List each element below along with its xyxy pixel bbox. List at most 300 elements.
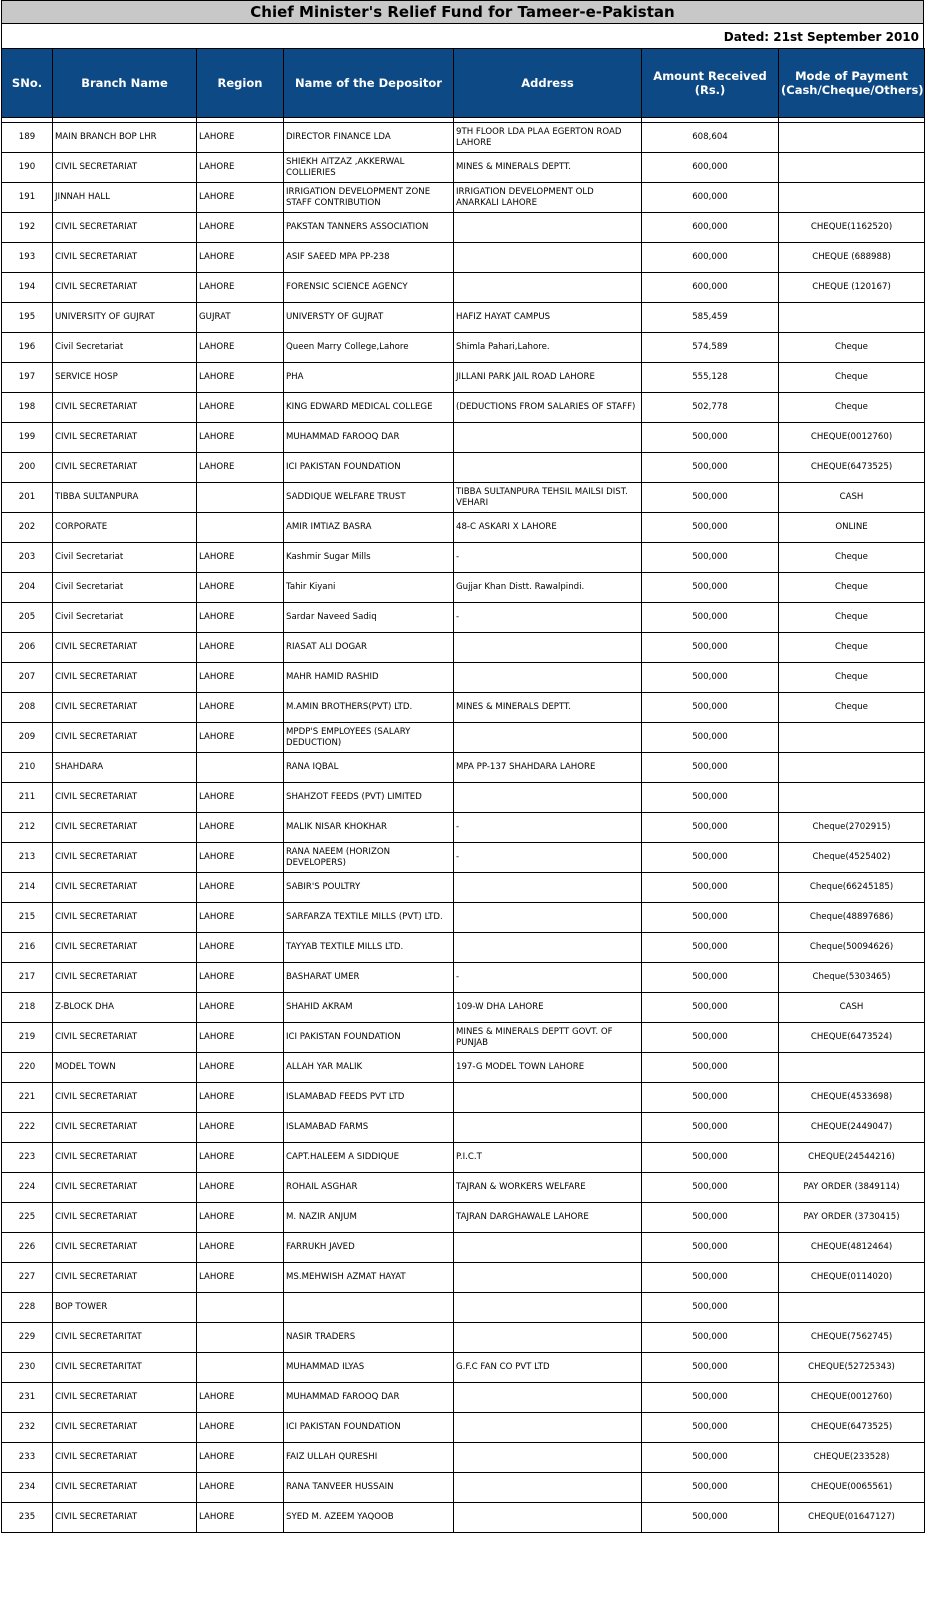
cell-sno: 215 [2, 903, 53, 933]
cell-mode-of-payment: CHEQUE(52725343) [779, 1353, 925, 1383]
cell-branch-name: CIVIL SECRETARIAT [53, 1443, 197, 1473]
cell-mode-of-payment: CHEQUE(0012760) [779, 1383, 925, 1413]
cell-depositor: CAPT.HALEEM A SIDDIQUE [284, 1143, 454, 1173]
cell-mode-of-payment: Cheque(66245185) [779, 873, 925, 903]
table-row [2, 693, 925, 723]
table-row [2, 663, 925, 693]
cell-depositor: FAIZ ULLAH QURESHI [284, 1443, 454, 1473]
cell-address [454, 903, 642, 933]
table-row [2, 183, 925, 213]
cell-region [197, 753, 284, 783]
table-row [2, 933, 925, 963]
table-body [2, 118, 925, 1533]
cell-amount: 500,000 [642, 1353, 779, 1383]
cell-amount: 500,000 [642, 1323, 779, 1353]
table-row [2, 1203, 925, 1233]
cell-sno: 206 [2, 633, 53, 663]
cell-amount: 574,589 [642, 333, 779, 363]
cell-depositor: Queen Marry College,Lahore [284, 333, 454, 363]
cell-address [454, 1233, 642, 1263]
cell-region: LAHORE [197, 123, 284, 153]
table-row [2, 1023, 925, 1053]
cell-region: LAHORE [197, 903, 284, 933]
header-region: Region [197, 49, 284, 118]
cell-branch-name: CIVIL SECRETARIAT [53, 1473, 197, 1503]
table-row [2, 1173, 925, 1203]
cell-region: LAHORE [197, 273, 284, 303]
cell-amount: 500,000 [642, 1473, 779, 1503]
cell-region: LAHORE [197, 993, 284, 1023]
cell-address [454, 1083, 642, 1113]
cell-sno: 198 [2, 393, 53, 423]
table-row [2, 963, 925, 993]
cell-branch-name: CIVIL SECRETARIAT [53, 213, 197, 243]
cell-address [454, 423, 642, 453]
cell-mode-of-payment [779, 183, 925, 213]
cell-depositor: ROHAIL ASGHAR [284, 1173, 454, 1203]
cell-address: G.F.C FAN CO PVT LTD [454, 1353, 642, 1383]
cell-mode-of-payment: Cheque [779, 363, 925, 393]
cell-sno: 202 [2, 513, 53, 543]
cell-mode-of-payment: Cheque [779, 663, 925, 693]
cell-mode-of-payment: Cheque(5303465) [779, 963, 925, 993]
cell-region: LAHORE [197, 813, 284, 843]
cell-mode-of-payment [779, 303, 925, 333]
cell-sno: 231 [2, 1383, 53, 1413]
cell-depositor: SARFARZA TEXTILE MILLS (PVT) LTD. [284, 903, 454, 933]
cell-mode-of-payment: PAY ORDER (3849114) [779, 1173, 925, 1203]
document-page [1, 0, 924, 1533]
cell-depositor: ISLAMABAD FARMS [284, 1113, 454, 1143]
cell-sno: 232 [2, 1413, 53, 1443]
cell-region: LAHORE [197, 153, 284, 183]
cell-address: - [454, 963, 642, 993]
cell-region: LAHORE [197, 1443, 284, 1473]
cell-amount: 500,000 [642, 1083, 779, 1113]
cell-branch-name: MODEL TOWN [53, 1053, 197, 1083]
cell-depositor: AMIR IMTIAZ BASRA [284, 513, 454, 543]
cell-branch-name: CIVIL SECRETARIAT [53, 903, 197, 933]
table-row [2, 573, 925, 603]
cell-amount: 500,000 [642, 1023, 779, 1053]
cell-region: LAHORE [197, 1473, 284, 1503]
cell-amount: 500,000 [642, 513, 779, 543]
table-row [2, 483, 925, 513]
table-row [2, 1353, 925, 1383]
cell-region: LAHORE [197, 1053, 284, 1083]
cell-depositor: SHIEKH AITZAZ ,AKKERWAL COLLIERIES [284, 153, 454, 183]
cell-mode-of-payment: CHEQUE(0012760) [779, 423, 925, 453]
cell-address: (DEDUCTIONS FROM SALARIES OF STAFF) [454, 393, 642, 423]
cell-branch-name: CIVIL SECRETARIAT [53, 1263, 197, 1293]
cell-amount: 500,000 [642, 1413, 779, 1443]
cell-mode-of-payment: CHEQUE(2449047) [779, 1113, 925, 1143]
table-row [2, 153, 925, 183]
table-row [2, 423, 925, 453]
cell-sno: 216 [2, 933, 53, 963]
cell-branch-name: CIVIL SECRETARIAT [53, 693, 197, 723]
cell-address [454, 663, 642, 693]
cell-branch-name: CIVIL SECRETARIAT [53, 723, 197, 753]
cell-mode-of-payment: PAY ORDER (3730415) [779, 1203, 925, 1233]
cell-branch-name: CIVIL SECRETARIAT [53, 1083, 197, 1113]
cell-amount: 500,000 [642, 1203, 779, 1233]
cell-mode-of-payment: Cheque [779, 393, 925, 423]
cell-sno: 209 [2, 723, 53, 753]
cell-depositor: MUHAMMAD FAROOQ DAR [284, 1383, 454, 1413]
cell-address [454, 1473, 642, 1503]
cell-amount: 500,000 [642, 993, 779, 1023]
table-row [2, 123, 925, 153]
cell-mode-of-payment: CHEQUE(6473525) [779, 453, 925, 483]
cell-sno: 205 [2, 603, 53, 633]
cell-depositor: MUHAMMAD FAROOQ DAR [284, 423, 454, 453]
cell-depositor: NASIR TRADERS [284, 1323, 454, 1353]
cell-address [454, 873, 642, 903]
cell-mode-of-payment: CHEQUE (688988) [779, 243, 925, 273]
cell-amount: 608,604 [642, 123, 779, 153]
cell-region: LAHORE [197, 333, 284, 363]
cell-branch-name: CIVIL SECRETARITAT [53, 1353, 197, 1383]
cell-depositor: DIRECTOR FINANCE LDA [284, 123, 454, 153]
cell-depositor: SADDIQUE WELFARE TRUST [284, 483, 454, 513]
cell-amount: 500,000 [642, 1443, 779, 1473]
cell-branch-name: CIVIL SECRETARIAT [53, 1233, 197, 1263]
cell-address [454, 1113, 642, 1143]
cell-region: LAHORE [197, 543, 284, 573]
cell-branch-name: CIVIL SECRETARIAT [53, 633, 197, 663]
header-depositor: Name of the Depositor [284, 49, 454, 118]
cell-region: LAHORE [197, 933, 284, 963]
cell-region: LAHORE [197, 633, 284, 663]
table-row [2, 513, 925, 543]
cell-amount: 555,128 [642, 363, 779, 393]
cell-depositor: ICI PAKISTAN FOUNDATION [284, 1413, 454, 1443]
cell-amount: 500,000 [642, 1383, 779, 1413]
table-row [2, 1473, 925, 1503]
cell-region: LAHORE [197, 183, 284, 213]
table-row [2, 873, 925, 903]
cell-depositor: TAYYAB TEXTILE MILLS LTD. [284, 933, 454, 963]
cell-branch-name: UNIVERSITY OF GUJRAT [53, 303, 197, 333]
cell-depositor: MUHAMMAD ILYAS [284, 1353, 454, 1383]
cell-amount: 500,000 [642, 603, 779, 633]
cell-depositor: RIASAT ALI DOGAR [284, 633, 454, 663]
cell-amount: 500,000 [642, 543, 779, 573]
cell-branch-name: CIVIL SECRETARIAT [53, 1023, 197, 1053]
cell-sno: 196 [2, 333, 53, 363]
cell-mode-of-payment: Cheque [779, 693, 925, 723]
cell-sno: 221 [2, 1083, 53, 1113]
table-row [2, 753, 925, 783]
cell-address: - [454, 543, 642, 573]
cell-amount: 500,000 [642, 723, 779, 753]
cell-address: - [454, 813, 642, 843]
cell-branch-name: CORPORATE [53, 513, 197, 543]
cell-mode-of-payment: Cheque(50094626) [779, 933, 925, 963]
cell-region: LAHORE [197, 393, 284, 423]
cell-region: LAHORE [197, 423, 284, 453]
table-row [2, 1053, 925, 1083]
cell-mode-of-payment: CHEQUE(7562745) [779, 1323, 925, 1353]
cell-sno: 212 [2, 813, 53, 843]
cell-depositor: ISLAMABAD FEEDS PVT LTD [284, 1083, 454, 1113]
cell-mode-of-payment: CHEQUE(0065561) [779, 1473, 925, 1503]
table-row [2, 1083, 925, 1113]
cell-address: - [454, 603, 642, 633]
cell-region: LAHORE [197, 213, 284, 243]
cell-sno: 199 [2, 423, 53, 453]
cell-mode-of-payment: Cheque [779, 543, 925, 573]
header-sno: SNo. [2, 49, 53, 118]
cell-depositor [284, 1293, 454, 1323]
cell-region: GUJRAT [197, 303, 284, 333]
cell-amount: 500,000 [642, 783, 779, 813]
cell-depositor: ALLAH YAR MALIK [284, 1053, 454, 1083]
cell-amount: 500,000 [642, 573, 779, 603]
cell-sno: 195 [2, 303, 53, 333]
cell-depositor: MPDP'S EMPLOYEES (SALARY DEDUCTION) [284, 723, 454, 753]
cell-amount: 600,000 [642, 273, 779, 303]
cell-depositor: RANA IQBAL [284, 753, 454, 783]
table-row [2, 993, 925, 1023]
header-amount: Amount Received (Rs.) [642, 49, 779, 118]
cell-address [454, 273, 642, 303]
table-row [2, 1383, 925, 1413]
cell-amount: 500,000 [642, 1263, 779, 1293]
cell-mode-of-payment: CASH [779, 993, 925, 1023]
cell-amount: 500,000 [642, 873, 779, 903]
cell-region [197, 483, 284, 513]
cell-amount: 500,000 [642, 423, 779, 453]
cell-amount: 500,000 [642, 843, 779, 873]
cell-sno: 194 [2, 273, 53, 303]
cell-sno: 208 [2, 693, 53, 723]
cell-amount: 500,000 [642, 753, 779, 783]
cell-amount: 500,000 [642, 1293, 779, 1323]
cell-address: TAJRAN & WORKERS WELFARE [454, 1173, 642, 1203]
cell-branch-name: CIVIL SECRETARIAT [53, 963, 197, 993]
cell-mode-of-payment: CHEQUE(1162520) [779, 213, 925, 243]
table-row [2, 1113, 925, 1143]
table-row [2, 303, 925, 333]
cell-amount: 600,000 [642, 153, 779, 183]
header-address: Address [454, 49, 642, 118]
cell-branch-name: CIVIL SECRETARIAT [53, 933, 197, 963]
cell-sno: 189 [2, 123, 53, 153]
cell-depositor: KING EDWARD MEDICAL COLLEGE [284, 393, 454, 423]
cell-mode-of-payment: CHEQUE(01647127) [779, 1503, 925, 1533]
cell-depositor: ICI PAKISTAN FOUNDATION [284, 453, 454, 483]
cell-address: 9TH FLOOR LDA PLAA EGERTON ROAD LAHORE [454, 123, 642, 153]
cell-address [454, 1323, 642, 1353]
cell-sno: 192 [2, 213, 53, 243]
cell-region: LAHORE [197, 693, 284, 723]
cell-mode-of-payment: CHEQUE(6473524) [779, 1023, 925, 1053]
cell-address [454, 1293, 642, 1323]
cell-amount: 500,000 [642, 963, 779, 993]
cell-address: P.I.C.T [454, 1143, 642, 1173]
cell-region: LAHORE [197, 573, 284, 603]
cell-region [197, 1293, 284, 1323]
cell-depositor: PHA [284, 363, 454, 393]
cell-branch-name: CIVIL SECRETARIAT [53, 663, 197, 693]
cell-depositor: ASIF SAEED MPA PP-238 [284, 243, 454, 273]
cell-sno: 213 [2, 843, 53, 873]
cell-address: MINES & MINERALS DEPTT. [454, 693, 642, 723]
cell-sno: 223 [2, 1143, 53, 1173]
cell-sno: 207 [2, 663, 53, 693]
cell-mode-of-payment: Cheque(48897686) [779, 903, 925, 933]
cell-depositor: M. NAZIR ANJUM [284, 1203, 454, 1233]
cell-branch-name: CIVIL SECRETARIAT [53, 1503, 197, 1533]
cell-branch-name: Civil Secretariat [53, 333, 197, 363]
cell-sno: 217 [2, 963, 53, 993]
cell-depositor: BASHARAT UMER [284, 963, 454, 993]
cell-mode-of-payment: Cheque [779, 603, 925, 633]
cell-address: TAJRAN DARGHAWALE LAHORE [454, 1203, 642, 1233]
table-row [2, 633, 925, 663]
cell-region: LAHORE [197, 663, 284, 693]
cell-address: 197-G MODEL TOWN LAHORE [454, 1053, 642, 1083]
cell-mode-of-payment: ONLINE [779, 513, 925, 543]
cell-mode-of-payment: CHEQUE(4812464) [779, 1233, 925, 1263]
header-mode-of-payment: Mode of Payment (Cash/Cheque/Others) [779, 49, 925, 118]
cell-mode-of-payment [779, 1293, 925, 1323]
cell-address [454, 723, 642, 753]
cell-mode-of-payment: CHEQUE(233528) [779, 1443, 925, 1473]
cell-region: LAHORE [197, 453, 284, 483]
cell-amount: 500,000 [642, 1173, 779, 1203]
cell-amount: 500,000 [642, 1113, 779, 1143]
cell-branch-name: CIVIL SECRETARIAT [53, 1203, 197, 1233]
cell-depositor: UNIVERSTY OF GUJRAT [284, 303, 454, 333]
cell-depositor: M.AMIN BROTHERS(PVT) LTD. [284, 693, 454, 723]
cell-sno: 193 [2, 243, 53, 273]
cell-depositor: Sardar Naveed Sadiq [284, 603, 454, 633]
cell-branch-name: SERVICE HOSP [53, 363, 197, 393]
cell-address [454, 633, 642, 663]
cell-mode-of-payment [779, 123, 925, 153]
cell-address: MINES & MINERALS DEPTT. [454, 153, 642, 183]
cell-address: Shimla Pahari,Lahore. [454, 333, 642, 363]
cell-sno: 218 [2, 993, 53, 1023]
cell-region [197, 513, 284, 543]
cell-mode-of-payment: Cheque(4525402) [779, 843, 925, 873]
cell-branch-name: Civil Secretariat [53, 543, 197, 573]
cell-branch-name: CIVIL SECRETARIAT [53, 273, 197, 303]
cell-branch-name: BOP TOWER [53, 1293, 197, 1323]
cell-branch-name: Civil Secretariat [53, 573, 197, 603]
table-row [2, 1503, 925, 1533]
cell-amount: 500,000 [642, 693, 779, 723]
cell-region: LAHORE [197, 1203, 284, 1233]
cell-region: LAHORE [197, 1023, 284, 1053]
cell-mode-of-payment: CHEQUE(0114020) [779, 1263, 925, 1293]
table-row [2, 903, 925, 933]
cell-region [197, 1353, 284, 1383]
cell-depositor: RANA NAEEM (HORIZON DEVELOPERS) [284, 843, 454, 873]
table-row [2, 813, 925, 843]
cell-region: LAHORE [197, 1173, 284, 1203]
cell-mode-of-payment: CHEQUE(4533698) [779, 1083, 925, 1113]
cell-depositor: FARRUKH JAVED [284, 1233, 454, 1263]
table-row [2, 783, 925, 813]
cell-mode-of-payment: Cheque [779, 573, 925, 603]
cell-address [454, 1443, 642, 1473]
cell-mode-of-payment [779, 1053, 925, 1083]
cell-sno: 235 [2, 1503, 53, 1533]
cell-address [454, 453, 642, 483]
cell-branch-name: CIVIL SECRETARIAT [53, 1113, 197, 1143]
cell-sno: 229 [2, 1323, 53, 1353]
cell-branch-name: MAIN BRANCH BOP LHR [53, 123, 197, 153]
cell-address [454, 213, 642, 243]
cell-sno: 201 [2, 483, 53, 513]
cell-amount: 500,000 [642, 453, 779, 483]
cell-depositor: PAKSTAN TANNERS ASSOCIATION [284, 213, 454, 243]
cell-branch-name: CIVIL SECRETARIAT [53, 783, 197, 813]
table-row [2, 1323, 925, 1353]
cell-amount: 500,000 [642, 933, 779, 963]
cell-region: LAHORE [197, 1413, 284, 1443]
cell-sno: 214 [2, 873, 53, 903]
cell-depositor: IRRIGATION DEVELOPMENT ZONE STAFF CONTRIBUTION [284, 183, 454, 213]
table-row [2, 1263, 925, 1293]
cell-depositor: FORENSIC SCIENCE AGENCY [284, 273, 454, 303]
cell-sno: 227 [2, 1263, 53, 1293]
cell-sno: 210 [2, 753, 53, 783]
document-date: Dated: 21st September 2010 [1, 24, 924, 48]
cell-address: - [454, 843, 642, 873]
cell-region: LAHORE [197, 963, 284, 993]
cell-sno: 224 [2, 1173, 53, 1203]
cell-branch-name: CIVIL SECRETARIAT [53, 843, 197, 873]
cell-branch-name: CIVIL SECRETARITAT [53, 1323, 197, 1353]
cell-branch-name: CIVIL SECRETARIAT [53, 393, 197, 423]
cell-amount: 500,000 [642, 1503, 779, 1533]
cell-region: LAHORE [197, 1503, 284, 1533]
header-branch-name: Branch Name [53, 49, 197, 118]
cell-amount: 500,000 [642, 1233, 779, 1263]
cell-branch-name: CIVIL SECRETARIAT [53, 453, 197, 483]
cell-region: LAHORE [197, 723, 284, 753]
cell-region: LAHORE [197, 1083, 284, 1113]
cell-sno: 230 [2, 1353, 53, 1383]
cell-sno: 197 [2, 363, 53, 393]
cell-sno: 222 [2, 1113, 53, 1143]
cell-depositor: RANA TANVEER HUSSAIN [284, 1473, 454, 1503]
table-row [2, 1293, 925, 1323]
cell-branch-name: CIVIL SECRETARIAT [53, 1173, 197, 1203]
table-row [2, 1413, 925, 1443]
cell-branch-name: SHAHDARA [53, 753, 197, 783]
cell-address: Gujjar Khan Distt. Rawalpindi. [454, 573, 642, 603]
cell-branch-name: CIVIL SECRETARIAT [53, 873, 197, 903]
cell-address [454, 1383, 642, 1413]
cell-mode-of-payment: Cheque [779, 633, 925, 663]
cell-address [454, 1263, 642, 1293]
cell-region: LAHORE [197, 1113, 284, 1143]
cell-branch-name: CIVIL SECRETARIAT [53, 153, 197, 183]
cell-amount: 600,000 [642, 213, 779, 243]
table-row [2, 603, 925, 633]
cell-depositor: MAHR HAMID RASHID [284, 663, 454, 693]
cell-mode-of-payment: CASH [779, 483, 925, 513]
cell-amount: 500,000 [642, 663, 779, 693]
cell-region: LAHORE [197, 1383, 284, 1413]
cell-address: HAFIZ HAYAT CAMPUS [454, 303, 642, 333]
